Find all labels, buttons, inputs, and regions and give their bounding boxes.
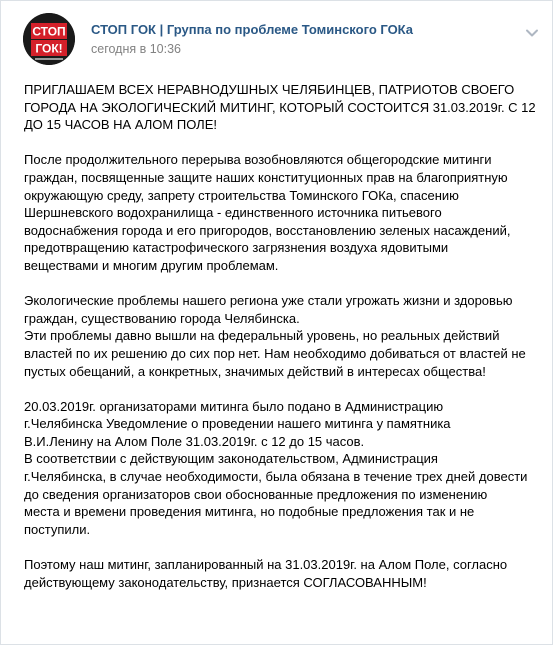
post-text-line: Поэтому наш митинг, запланированный на 31.03.2019г. на Алом Поле, согласно xyxy=(24,557,508,573)
post-text-line: 20.03.2019г. организаторами митинга было подано в Администрацию xyxy=(24,398,444,414)
post-text-line: Шершневского водохранилища - единственного источника питьевого xyxy=(24,205,442,221)
post-text-line: Экологические проблемы нашего региона уже стали угрожать жизни и здоровью xyxy=(24,293,513,309)
post-timestamp[interactable]: сегодня в 10:36 xyxy=(91,42,181,56)
post-text-line: граждан, посвященные защите наших конституционных прав на благоприятную xyxy=(24,169,508,185)
post-text-line: Эти проблемы давно вышли на федеральный уровень, но реальных действий xyxy=(24,328,500,344)
post-text-line: предотвращению катастрофического загрязнения воздуха ядовитыми xyxy=(24,240,449,256)
post-text-line: граждан, существованию города Челябинска. xyxy=(24,310,300,326)
post-text-line: действующему законодательству, признается СОГЛАСОВАННЫМ! xyxy=(24,574,427,590)
post-text-line: г.Челябинска Уведомление о проведении нашего митинга у памятника xyxy=(24,416,451,432)
post-text-line: пустых обещаний, а конкретных, значимых действий в интересах общества! xyxy=(24,363,486,379)
svg-text:СТОП: СТОП xyxy=(32,24,66,39)
svg-text:ГОК!: ГОК! xyxy=(35,41,63,56)
post-text-line: веществами и многим другим проблемам. xyxy=(24,257,279,273)
group-avatar[interactable] xyxy=(23,13,75,65)
post-text-line: ГОРОДА НА ЭКОЛОГИЧЕСКИЙ МИТИНГ, КОТОРЫЙ СОСТОИТСЯ 31.03.2019г. С 12 xyxy=(24,99,536,115)
post-text-line: В соответствии с действующим законодательством, Администрация xyxy=(24,451,438,467)
post-text-line: поступили. xyxy=(24,521,91,537)
post-text-line: окружающую среду, запрету строительства Томинского ГОКа, спасению xyxy=(24,187,459,203)
post-header xyxy=(1,1,553,73)
post-paragraph xyxy=(24,398,544,539)
group-name-link[interactable]: СТОП ГОК | Группа по проблеме Томинского ГОКа xyxy=(91,22,414,37)
post-text-line: места и времени проведения митинга, но подобные предложения так и не xyxy=(24,504,475,520)
post-text-line: ПРИГЛАШАЕМ ВСЕХ НЕРАВНОДУШНЫХ ЧЕЛЯБИНЦЕВ, ПАТРИОТОВ СВОЕГО xyxy=(24,82,515,97)
post-text xyxy=(24,81,544,609)
post-text-line: ДО 15 ЧАСОВ НА АЛОМ ПОЛЕ! xyxy=(24,117,217,133)
post-text-line: г.Челябинска, в случае необходимости, была обязана в течение трех дней довести xyxy=(24,469,528,485)
post-paragraph xyxy=(24,292,544,380)
post-text-line: После продолжительного перерыва возобновляются общегородские митинги xyxy=(24,152,492,168)
chevron-down-icon[interactable] xyxy=(524,25,540,41)
post-paragraph xyxy=(24,81,544,134)
post-text-line: водоснабжения города и его пригородов, восстановлению зеленых насаждений, xyxy=(24,222,511,238)
post-text-line: В.И.Ленину на Алом Поле 31.03.2019г. с 12 до 15 часов. xyxy=(24,433,365,449)
post-paragraph xyxy=(24,151,544,274)
post-text-line: властей по их решению до сих пор нет. Нам необходимо добиваться от властей не xyxy=(24,345,526,361)
post-text-line: до сведения организаторов свои обоснованные предложения по изменению xyxy=(24,486,488,502)
post-paragraph xyxy=(24,556,544,591)
stop-gok-logo xyxy=(23,13,75,65)
